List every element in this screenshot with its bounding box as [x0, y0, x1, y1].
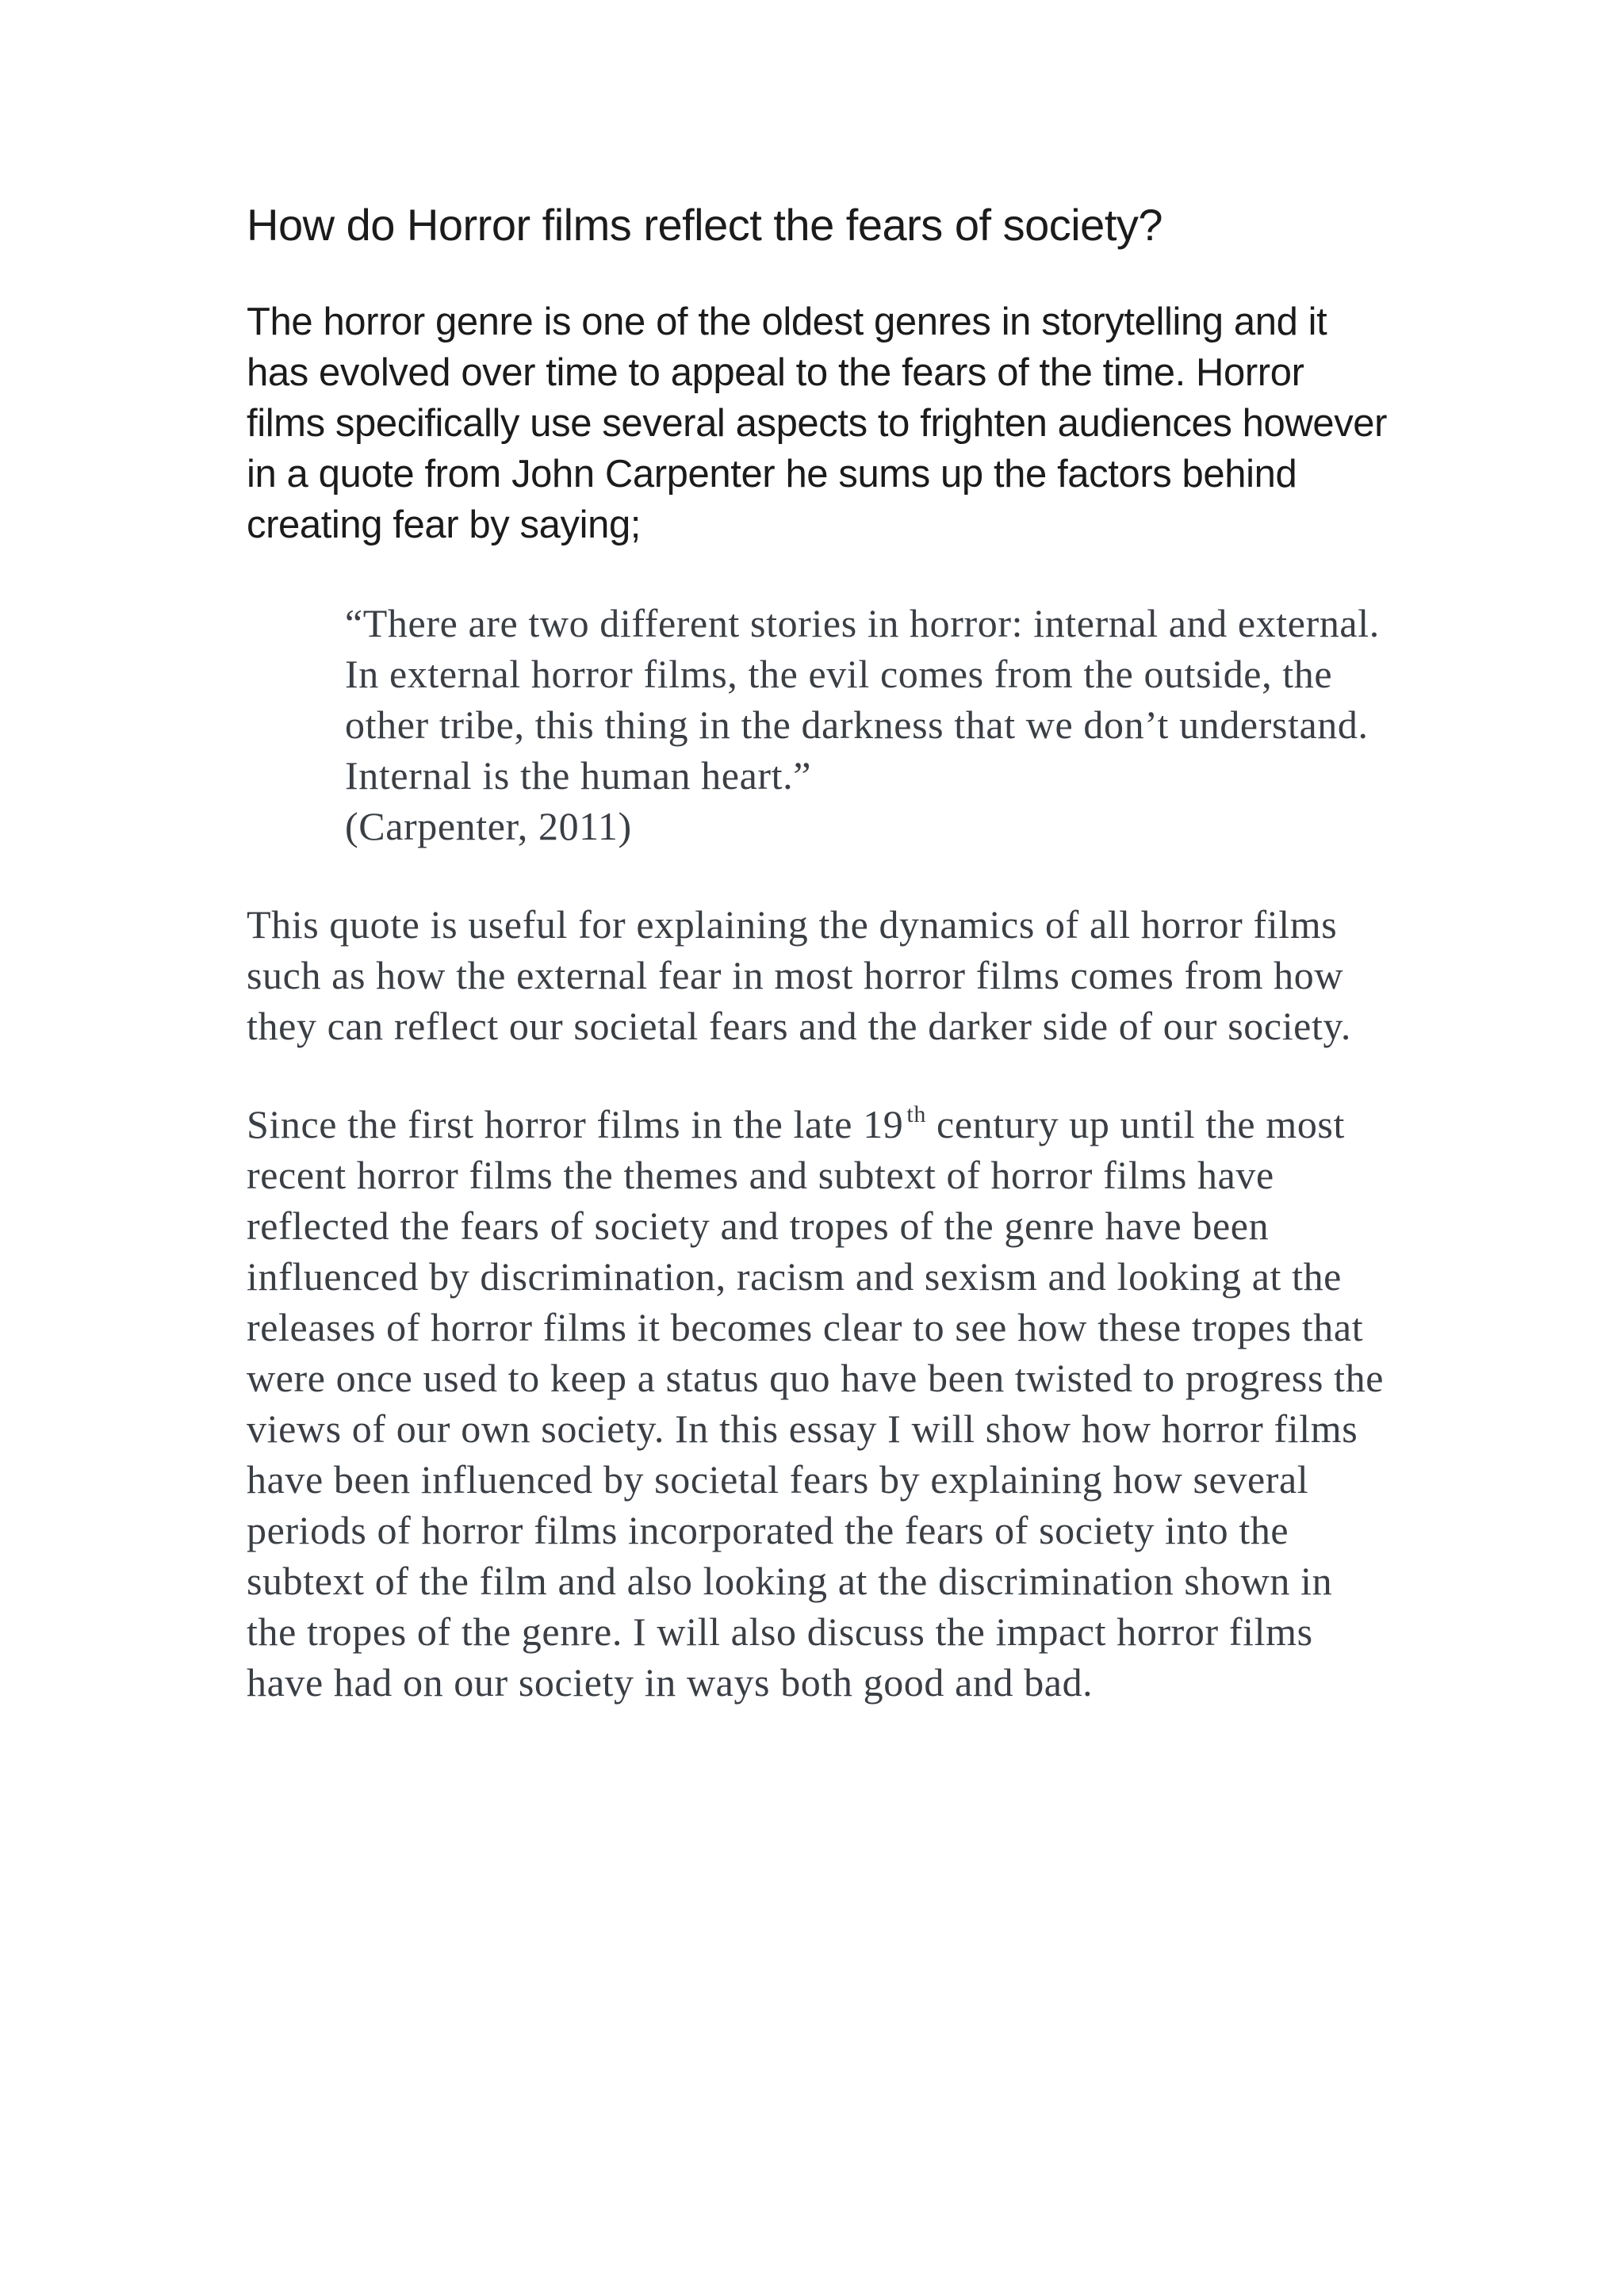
document-body: [247, 197, 1388, 1708]
essay-title: How do Horror films reflect the fears of society?: [247, 200, 1163, 250]
paragraph-essay-overview: [247, 1099, 1388, 1708]
paragraph-quote-analysis: This quote is useful for explaining the dynamics of all horror films such as how the external fear in most horror films comes from how they can reflect our societal fears and the darker side of our society.: [247, 902, 1351, 1048]
intro-paragraph: The horror genre is one of the oldest genres in storytelling and it has evolved over time to appeal to the fears of the time. Horror films specifically use several aspects to frighten audiences however in a quote from John Carpenter he sums up the factors behind creating fear by saying;: [247, 300, 1388, 546]
ordinal-suffix: th: [906, 1101, 926, 1127]
block-quote: [345, 598, 1392, 851]
paragraph-text-rest: century up until the most recent horror films the themes and subtext of horror films have reflected the fears of society and tropes of the genre have been influenced by discrimination, racism and sexism and looking at the releases of horror films it becomes clear to see how these tropes that were once used to keep a status quo have been twisted to progress the views of our own society. In this essay I will show how horror films have been influenced by societal fears by explaining how several periods of horror films incorporated the fears of society into the subtext of the film and also looking at the discrimination shown in the tropes of the genre. I will also discuss the impact horror films have had on our society in ways both good and bad.: [247, 1102, 1385, 1705]
paragraph-text-start: Since the first horror films in the late 19: [247, 1102, 904, 1146]
quote-text: “There are two different stories in horror: internal and external. In external horror films, the evil comes from the outside, the other tribe, this thing in the darkness that we don’t understand. Internal is the human heart.”: [345, 601, 1380, 798]
quote-citation: (Carpenter, 2011): [345, 804, 632, 848]
